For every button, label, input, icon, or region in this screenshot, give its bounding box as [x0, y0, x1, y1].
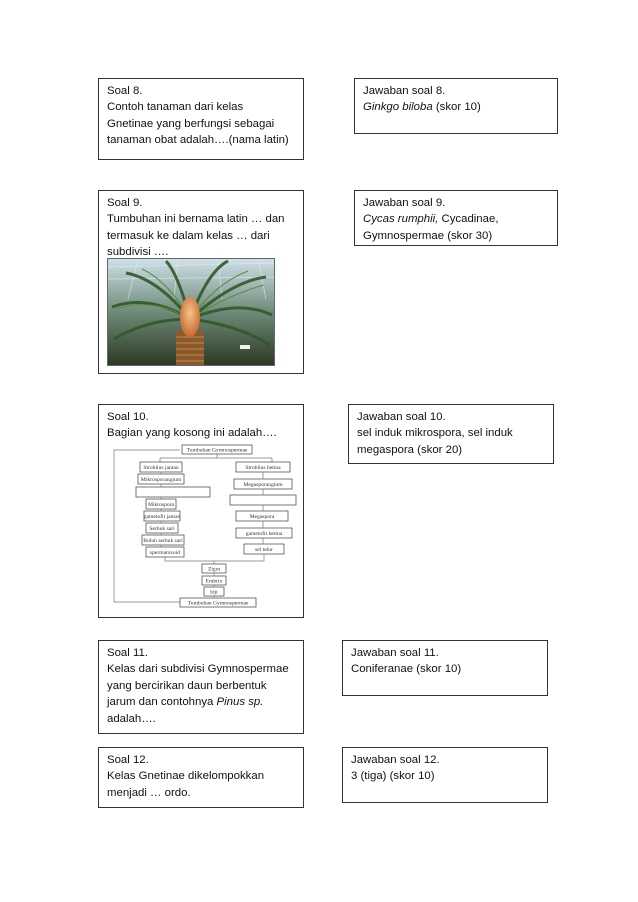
jawaban-9-class: Cycadinae, [438, 213, 499, 226]
jawaban-10-line: sel induk mikrospora, sel induk [357, 427, 513, 440]
soal-12-line: Kelas Gnetinae dikelompokkan [107, 770, 265, 783]
fc-left: spermatozoid [149, 550, 181, 556]
jawaban-9-box [354, 190, 558, 246]
jawaban-11-title: Jawaban soal 11. [351, 647, 439, 659]
soal-8-title: Soal 8. [107, 85, 143, 97]
jawaban-9-title: Jawaban soal 9. [363, 197, 446, 209]
fc-bottom: Embrio [205, 578, 223, 585]
jawaban-8-answer [363, 99, 549, 115]
soal-12-line: menjadi … ordo. [107, 786, 191, 799]
fc-bottom: Zigot [207, 566, 221, 573]
jawaban-9-latin: Cycas rumphii, [363, 213, 439, 226]
jawaban-8-latin: Ginkgo biloba [363, 101, 433, 114]
soal-9-line: termasuk ke dalam kelas … dari [107, 229, 270, 242]
jawaban-11-answer: Coniferanae (skor 10) [351, 663, 462, 676]
jawaban-10-box [348, 404, 554, 464]
jawaban-8-title: Jawaban soal 8. [363, 85, 446, 97]
soal-11-latin: Pinus sp. [216, 696, 264, 709]
soal-9-line: Tumbuhan ini bernama latin … dan [107, 213, 285, 226]
fc-left: Mikrospora [147, 502, 175, 508]
soal-11-line: adalah…. [107, 712, 156, 725]
cycas-photo [107, 258, 275, 366]
soal-11-line [107, 694, 295, 710]
soal-10-title: Soal 10. [107, 411, 149, 423]
soal-12-title: Soal 12. [107, 754, 149, 766]
jawaban-9-answer [363, 211, 549, 227]
fc-bottom: biji [210, 589, 218, 596]
jawaban-9-line2: Gymnospermae (skor 30) [363, 229, 493, 242]
gymnosperm-life-cycle-diagram [110, 440, 300, 610]
fc-left: Strobilus jantan [143, 465, 179, 471]
jawaban-8-box [354, 78, 558, 134]
jawaban-10-title: Jawaban soal 10. [357, 411, 446, 423]
fc-right: Megasporangium [243, 482, 283, 488]
fc-right: sel telur [255, 547, 273, 553]
jawaban-10-line: megaspora (skor 20) [357, 443, 463, 456]
soal-9-line: subdivisi …. [107, 246, 169, 259]
fc-right: Megaspora [249, 514, 275, 520]
fc-right: Strobilus betina [245, 465, 281, 471]
soal-11-title: Soal 11. [107, 647, 148, 659]
soal-11-line: yang bercirikan daun berbentuk [107, 679, 267, 692]
soal-9-title: Soal 9. [107, 197, 143, 209]
fc-left: gametofit jantan [143, 514, 181, 520]
fc-left: Serbuk sari [149, 526, 175, 532]
fc-left: Buluh serbuk sari [143, 538, 183, 544]
soal-11-line3-text: jarum dan contohnya [107, 696, 217, 709]
jawaban-8-score: (skor 10) [432, 101, 481, 114]
jawaban-12-title: Jawaban soal 12. [351, 754, 440, 766]
soal-8-line: Gnetinae yang berfungsi sebagai [107, 117, 275, 130]
soal-12-box [98, 747, 304, 808]
fc-left: Mikrosporangium [140, 477, 182, 483]
soal-8-line: tanaman obat adalah….(nama latin) [107, 134, 289, 147]
soal-10-line: Bagian yang kosong ini adalah…. [107, 427, 277, 440]
jawaban-12-box [342, 747, 548, 803]
soal-11-box [98, 640, 304, 734]
jawaban-11-box [342, 640, 548, 696]
soal-11-line: Kelas dari subdivisi Gymnospermae [107, 663, 289, 676]
soal-8-line: Contoh tanaman dari kelas [107, 101, 244, 114]
fc-top: Tumbuhan Gymnospermae [186, 447, 248, 454]
soal-8-box [98, 78, 304, 160]
fc-bottom: Tumbuhan Gymnospermae [187, 600, 249, 607]
jawaban-12-answer: 3 (tiga) (skor 10) [351, 770, 435, 783]
fc-right: gametofit betina [245, 531, 283, 537]
